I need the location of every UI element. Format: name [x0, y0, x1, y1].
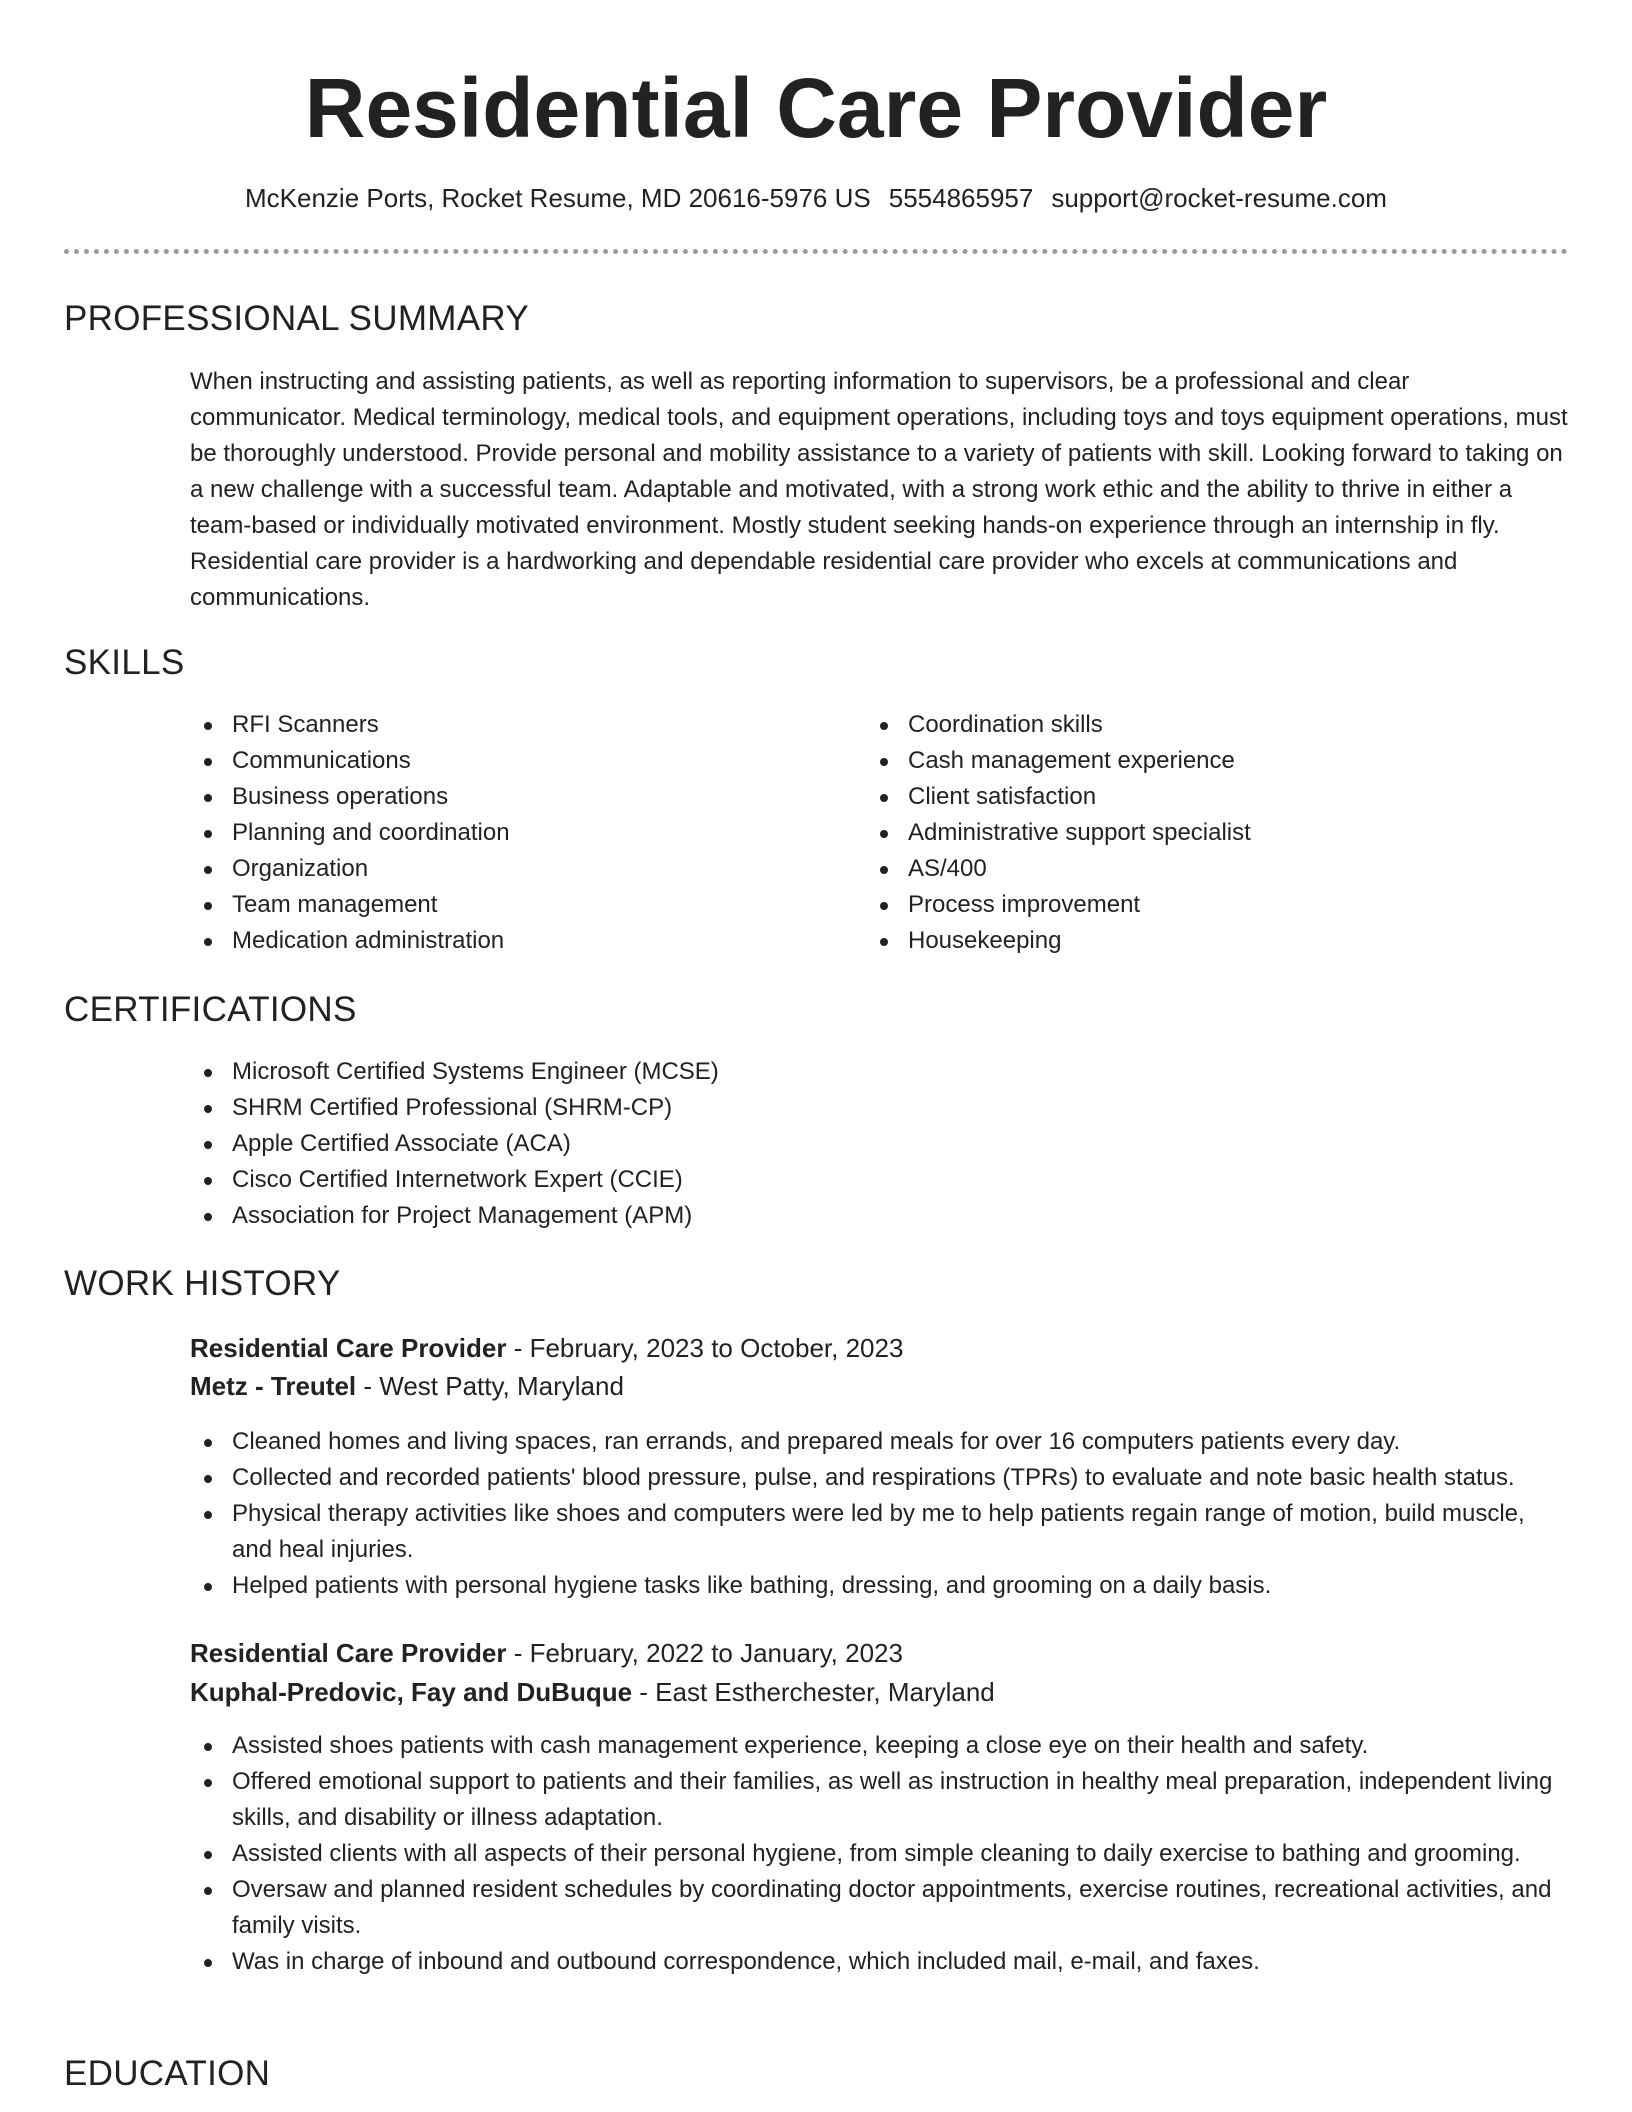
job-bullet: Assisted clients with all aspects of their personal hygiene, from simple cleaning to daily exercise to bathing and grooming. [188, 1836, 1568, 1872]
job-title: Residential Care Provider [190, 1638, 507, 1668]
job-title-line [190, 1329, 903, 1367]
job-bullet: Cleaned homes and living spaces, ran errands, and prepared meals for over 16 computers patients every day. [188, 1424, 1568, 1460]
skill-item: Communications [188, 743, 788, 779]
skill-item: Planning and coordination [188, 815, 788, 851]
skill-item: Team management [188, 887, 788, 923]
contact-phone: 5554865957 [888, 183, 1034, 213]
section-title-certifications: CERTIFICATIONS [64, 990, 357, 1029]
job-company-line [190, 1673, 995, 1711]
summary-text: When instructing and assisting patients, as well as reporting information to supervisors, be a professional and clear communicator. Medical terminology, medical tools, and equipment operations, including toys and toys equipment operations, must be thoroughly understood. Provide personal and mobility assistance to a variety of patients with skill. Looking forward to taking on a new challenge with a successful team. Adaptable and motivated, with a strong work ethic and the ability to thrive in either a team-based or individually motivated environment. Mostly student seeking hands-on experience through an internship in fly. Residential care provider is a hardworking and dependable residential care provider who excels at communications and communications. [190, 368, 1568, 611]
job-dates: - February, 2023 to October, 2023 [506, 1333, 904, 1363]
job-bullet: Helped patients with personal hygiene tasks like bathing, dressing, and grooming on a daily basis. [188, 1568, 1568, 1604]
skill-item: Process improvement [864, 887, 1544, 923]
job-bullets [188, 1728, 1568, 1980]
job-company-line [190, 1367, 624, 1405]
section-title-work-history: WORK HISTORY [64, 1264, 341, 1303]
skill-item: Business operations [188, 779, 788, 815]
section-title-skills: SKILLS [64, 643, 185, 682]
skill-item: Housekeeping [864, 923, 1544, 959]
certification-item: Microsoft Certified Systems Engineer (MCSE) [188, 1054, 1488, 1090]
job-company: Metz - Treutel [190, 1371, 357, 1401]
certification-item: Association for Project Management (APM) [188, 1198, 1488, 1234]
contact-email: support@rocket-resume.com [1051, 183, 1387, 213]
resume-name: Residential Care Provider [304, 61, 1328, 155]
skill-item: Cash management experience [864, 743, 1544, 779]
job-bullet: Assisted shoes patients with cash management experience, keeping a close eye on their health and safety. [188, 1728, 1568, 1764]
job-bullet: Was in charge of inbound and outbound correspondence, which included mail, e-mail, and faxes. [188, 1944, 1568, 1980]
skill-item: Administrative support specialist [864, 815, 1544, 851]
job-dates: - February, 2022 to January, 2023 [506, 1638, 903, 1668]
skills-list-left [188, 707, 788, 959]
certification-item: Cisco Certified Internetwork Expert (CCIE) [188, 1162, 1488, 1198]
skill-item: Coordination skills [864, 707, 1544, 743]
job-title: Residential Care Provider [190, 1333, 507, 1363]
job-bullet: Offered emotional support to patients and their families, as well as instruction in healthy meal preparation, independent living skills, and disability or illness adaptation. [188, 1764, 1568, 1836]
job-bullet: Collected and recorded patients' blood pressure, pulse, and respirations (TPRs) to evaluate and note basic health status. [188, 1460, 1568, 1496]
job-title-line [190, 1634, 903, 1672]
certification-item: SHRM Certified Professional (SHRM-CP) [188, 1090, 1488, 1126]
contact-address: McKenzie Ports, Rocket Resume, MD 20616-5976 US [245, 183, 871, 213]
job-company: Kuphal-Predovic, Fay and DuBuque [190, 1677, 633, 1707]
certifications-list [188, 1054, 1488, 1234]
skill-item: Organization [188, 851, 788, 887]
job-bullet: Physical therapy activities like shoes and computers were led by me to help patients regain range of motion, build muscle, and heal injuries. [188, 1496, 1568, 1568]
job-location: - West Patty, Maryland [356, 1371, 624, 1401]
skill-item: Client satisfaction [864, 779, 1544, 815]
skill-item: RFI Scanners [188, 707, 788, 743]
job-bullet: Oversaw and planned resident schedules by coordinating doctor appointments, exercise routines, recreational activities, and family visits. [188, 1872, 1568, 1944]
certification-item: Apple Certified Associate (ACA) [188, 1126, 1488, 1162]
section-title-summary: PROFESSIONAL SUMMARY [64, 299, 529, 338]
skill-item: Medication administration [188, 923, 788, 959]
skill-item: AS/400 [864, 851, 1544, 887]
contact-line [0, 180, 1632, 216]
job-location: - East Estherchester, Maryland [632, 1677, 995, 1707]
job-bullets [188, 1424, 1568, 1604]
section-title-education: EDUCATION [64, 2054, 271, 2093]
skills-list-right [864, 707, 1544, 959]
header-divider [64, 249, 1568, 254]
